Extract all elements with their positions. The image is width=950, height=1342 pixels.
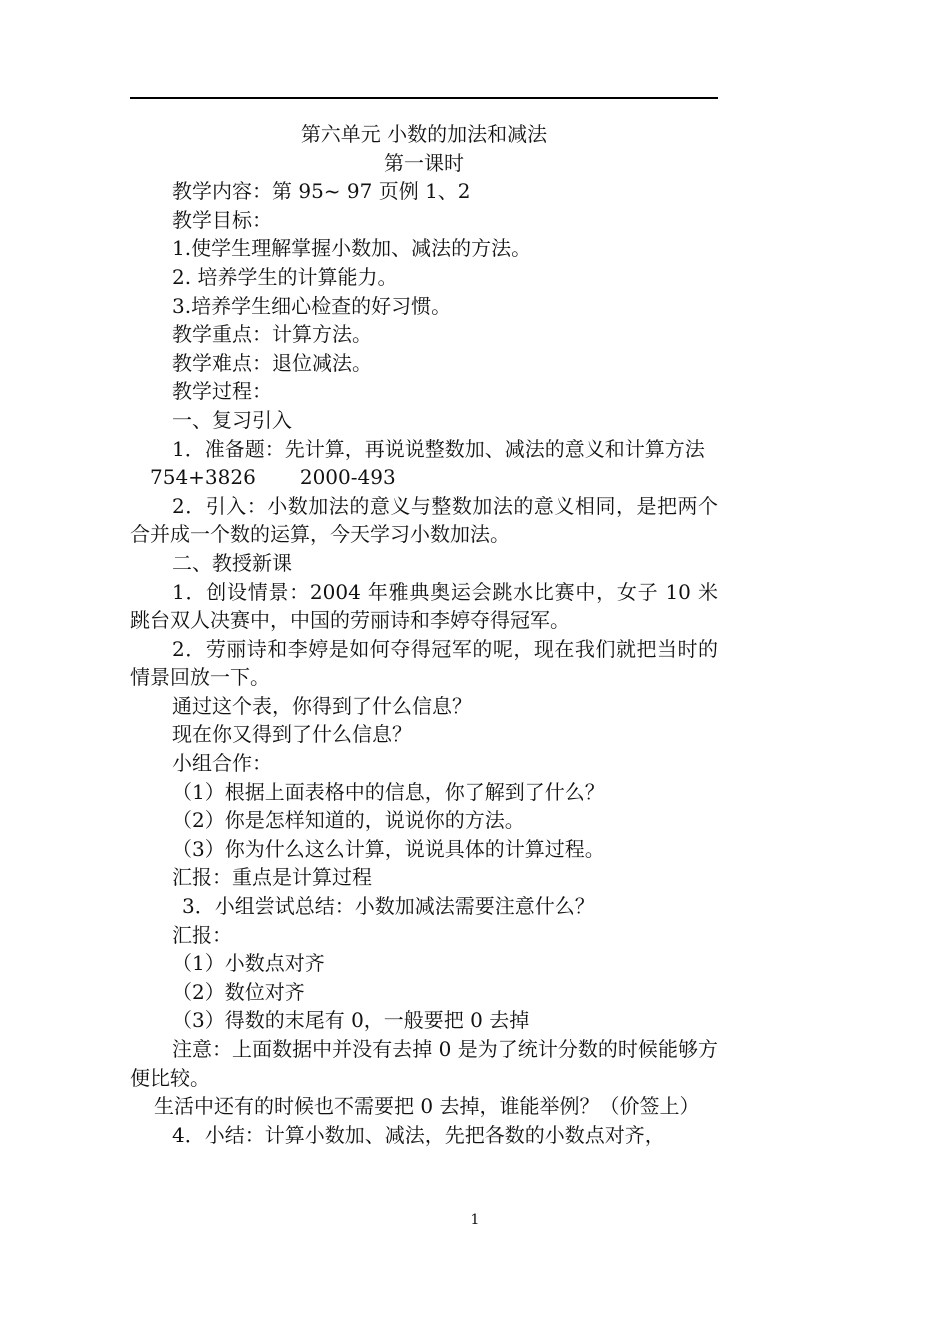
- report-line: 汇报：: [172, 922, 232, 947]
- group-heading: 小组合作：: [172, 751, 272, 776]
- formula: 754+3826: [150, 465, 256, 490]
- report-line: 汇报：重点是计算过程: [172, 865, 372, 890]
- teaching-content: 教学内容：第 95~ 97 页例 1、2: [172, 179, 471, 204]
- group-item: （1）根据上面表格中的信息，你了解到了什么？: [172, 779, 605, 804]
- objectives-heading: 教学目标：: [172, 207, 272, 232]
- document-subtitle: 第一课时: [384, 150, 464, 175]
- rule-item: （2）数位对齐: [172, 979, 305, 1004]
- section-heading: 一、复习引入: [172, 407, 292, 432]
- note-paragraph: 注意：上面数据中并没有去掉 0 是为了统计分数的时候能够方便比较。: [130, 1037, 718, 1090]
- section-heading: 二、教授新课: [172, 550, 292, 575]
- formula: 2000-493: [299, 465, 396, 490]
- objective-item: 2. 培养学生的计算能力。: [172, 264, 398, 289]
- paragraph: 2．劳丽诗和李婷是如何夺得冠军的呢，现在我们就把当时的情景回放一下。: [130, 636, 718, 690]
- difficulty: 教学难点：退位减法。: [172, 350, 372, 375]
- group-item: （2）你是怎样知道的，说说你的方法。: [172, 808, 525, 833]
- paragraph: 3．小组尝试总结：小数加减法需要注意什么？: [182, 894, 595, 919]
- question: 通过这个表，你得到了什么信息？: [172, 693, 472, 718]
- objective-item: 3.培养学生细心检查的好习惯。: [172, 293, 452, 318]
- objective-item: 1.使学生理解掌握小数加、减法的方法。: [172, 236, 532, 261]
- paragraph: 1．准备题：先计算，再说说整数加、减法的意义和计算方法: [172, 436, 705, 461]
- process-heading: 教学过程：: [172, 379, 272, 404]
- summary-line: 4．小结：计算小数加、减法，先把各数的小数点对齐，: [172, 1122, 665, 1147]
- paragraph: 生活中还有的时候也不需要把 0 去掉，谁能举例？（价签上）: [154, 1094, 700, 1119]
- rule-item: （1）小数点对齐: [172, 951, 325, 976]
- group-item: （3）你为什么这么计算，说说具体的计算过程。: [172, 836, 605, 861]
- key-point: 教学重点：计算方法。: [172, 322, 372, 347]
- header-rule: [130, 97, 718, 99]
- paragraph: 2．引入：小数加法的意义与整数加法的意义相同，是把两个合并成一个数的运算，今天学习小数加法。: [130, 493, 718, 547]
- document-title: 第六单元 小数的加法和减法: [300, 122, 548, 146]
- page-number: 1: [470, 1212, 480, 1228]
- document-body: [130, 120, 718, 1149]
- formula-line: [130, 463, 718, 492]
- paragraph: 1．创设情景：2004 年雅典奥运会跳水比赛中，女子 10 米跳台双人决赛中，中国的劳丽诗和李婷夺得冠军。: [130, 579, 718, 633]
- question: 现在你又得到了什么信息？: [172, 722, 412, 747]
- rule-item: （3）得数的末尾有 0，一般要把 0 去掉: [172, 1008, 530, 1033]
